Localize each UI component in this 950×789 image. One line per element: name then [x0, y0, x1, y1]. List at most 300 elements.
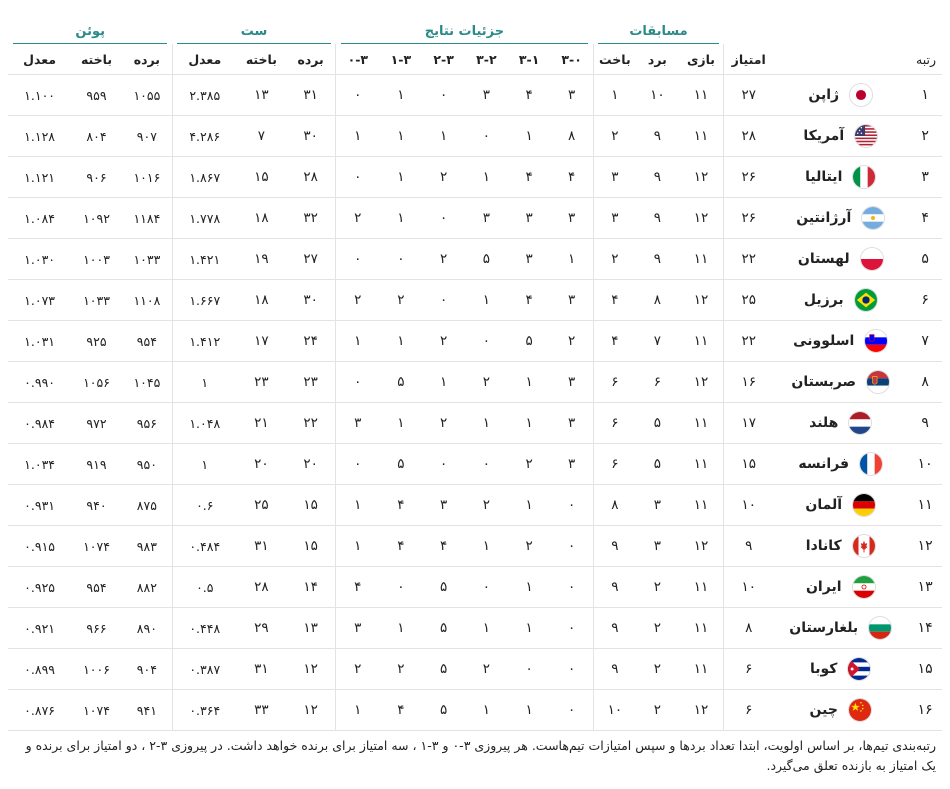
set-ratio-cell: ۱.۸۶۷	[172, 157, 236, 198]
r13-cell: ۵	[379, 444, 422, 485]
col-rank: رتبه	[916, 51, 936, 67]
set-won-cell: ۲۳	[286, 362, 336, 403]
brazil-flag-icon	[854, 288, 878, 312]
pt-lost-cell: ۱۰۷۴	[71, 526, 122, 567]
r23-cell: ۴	[422, 526, 465, 567]
r03-cell: ۱	[336, 116, 380, 157]
standings-table	[8, 12, 942, 731]
r13-cell: ۲	[379, 649, 422, 690]
lost-cell: ۹	[593, 649, 636, 690]
won-cell: ۲	[636, 690, 679, 731]
table-row	[8, 362, 942, 403]
set-ratio-cell: ۰.۴۴۸	[172, 608, 236, 649]
r13-cell: ۴	[379, 526, 422, 567]
team-cell	[773, 239, 908, 280]
pt-won-cell: ۸۷۵	[122, 485, 173, 526]
pt-lost-cell: ۱۰۵۶	[71, 362, 122, 403]
pt-ratio-cell: ۰.۹۱۵	[8, 526, 71, 567]
r23-cell: ۵	[422, 649, 465, 690]
table-row	[8, 198, 942, 239]
rank-cell: ۲	[908, 116, 942, 157]
lost-cell: ۹	[593, 526, 636, 567]
r30-cell: ۰	[550, 567, 593, 608]
pt-ratio-cell: ۱.۱۲۱	[8, 157, 71, 198]
rank-cell: ۶	[908, 280, 942, 321]
r32-cell: ۲	[465, 649, 508, 690]
rank-cell: ۳	[908, 157, 942, 198]
set-won-cell: ۳۰	[286, 116, 336, 157]
r32-cell: ۱	[465, 403, 508, 444]
set-lost-cell: ۲۹	[237, 608, 287, 649]
pt-won-cell: ۱۰۴۵	[122, 362, 173, 403]
col-pt-lost: باخته	[80, 51, 113, 67]
pt-ratio-cell: ۰.۹۹۰	[8, 362, 71, 403]
r30-cell: ۳	[550, 403, 593, 444]
r32-cell: ۰	[465, 321, 508, 362]
pt-won-cell: ۱۱۰۸	[122, 280, 173, 321]
r23-cell: ۰	[422, 280, 465, 321]
set-lost-cell: ۲۵	[237, 485, 287, 526]
r31-cell: ۱	[508, 567, 551, 608]
played-cell: ۱۱	[679, 608, 724, 649]
points-cell: ۱۰	[724, 485, 774, 526]
played-cell: ۱۱	[679, 75, 724, 116]
won-cell: ۱۰	[636, 75, 679, 116]
r31-cell: ۱	[508, 116, 551, 157]
set-won-cell: ۲۸	[286, 157, 336, 198]
rank-cell: ۱۱	[908, 485, 942, 526]
points-cell: ۲۲	[724, 239, 774, 280]
team-name: برزیل	[803, 292, 844, 308]
won-cell: ۳	[636, 526, 679, 567]
r31-cell: ۱	[508, 362, 551, 403]
r03-cell: ۰	[336, 444, 380, 485]
team-cell	[773, 403, 908, 444]
r32-cell: ۱	[465, 157, 508, 198]
table-row	[8, 690, 942, 731]
set-won-cell: ۱۵	[286, 485, 336, 526]
r13-cell: ۱	[379, 608, 422, 649]
set-ratio-cell: ۱.۷۷۸	[172, 198, 236, 239]
standings-note: رتبه‌بندی تیم‌ها، بر اساس اولویت، ابتدا تعداد بردها و سپس امتیازات تیم‌هاست. هر پیروزی ۳-۰ و ۳-۱ ، سه امتیاز برای برنده خواهد داشت. در پیروزی ۳-۲ ، دو امتیاز برای برنده و یک امتیاز به بازنده تعلق می‌گیرد.	[25, 738, 936, 773]
argentina-flag-icon	[861, 206, 885, 230]
bulgaria-flag-icon	[868, 616, 892, 640]
table-row	[8, 403, 942, 444]
r03-cell: ۱	[336, 485, 380, 526]
r23-cell: ۲	[422, 321, 465, 362]
set-ratio-cell: ۱.۰۴۸	[172, 403, 236, 444]
pt-lost-cell: ۹۰۶	[71, 157, 122, 198]
r31-cell: ۴	[508, 75, 551, 116]
pt-ratio-cell: ۱.۰۸۴	[8, 198, 71, 239]
r03-cell: ۲	[336, 198, 380, 239]
played-cell: ۱۱	[679, 239, 724, 280]
set-won-cell: ۱۵	[286, 526, 336, 567]
r31-cell: ۴	[508, 280, 551, 321]
col-r13: ۱-۳	[390, 51, 412, 67]
won-cell: ۵	[636, 403, 679, 444]
set-ratio-cell: ۱.۴۲۱	[172, 239, 236, 280]
lost-cell: ۶	[593, 362, 636, 403]
pt-lost-cell: ۹۵۹	[71, 75, 122, 116]
pt-won-cell: ۱۰۳۳	[122, 239, 173, 280]
r32-cell: ۰	[465, 567, 508, 608]
team-cell	[773, 608, 908, 649]
team-name: فرانسه	[798, 456, 850, 472]
r13-cell: ۰	[379, 567, 422, 608]
set-won-cell: ۲۰	[286, 444, 336, 485]
set-won-cell: ۱۲	[286, 690, 336, 731]
lost-cell: ۱	[593, 75, 636, 116]
r30-cell: ۰	[550, 485, 593, 526]
r30-cell: ۳	[550, 198, 593, 239]
set-won-cell: ۲۷	[286, 239, 336, 280]
r03-cell: ۱	[336, 526, 380, 567]
pt-lost-cell: ۱۰۷۴	[71, 690, 122, 731]
r31-cell: ۱	[508, 608, 551, 649]
set-lost-cell: ۱۸	[237, 198, 287, 239]
table-row	[8, 649, 942, 690]
lost-cell: ۱۰	[593, 690, 636, 731]
set-lost-cell: ۲۰	[237, 444, 287, 485]
r32-cell: ۱	[465, 526, 508, 567]
r03-cell: ۳	[336, 403, 380, 444]
r32-cell: ۳	[465, 198, 508, 239]
table-row	[8, 116, 942, 157]
rank-cell: ۷	[908, 321, 942, 362]
column-header-row	[8, 44, 942, 75]
col-lost: باخت	[593, 44, 636, 75]
r32-cell: ۲	[465, 485, 508, 526]
team-name: لهستان	[797, 251, 850, 267]
r13-cell: ۱	[379, 321, 422, 362]
points-cell: ۸	[724, 608, 774, 649]
usa-flag-icon	[854, 124, 878, 148]
played-cell: ۱۱	[679, 321, 724, 362]
pt-lost-cell: ۹۱۹	[71, 444, 122, 485]
r03-cell: ۳	[336, 608, 380, 649]
pt-won-cell: ۸۸۲	[122, 567, 173, 608]
rank-cell: ۱۲	[908, 526, 942, 567]
team-name: بلغارستان	[789, 620, 859, 636]
won-cell: ۹	[636, 239, 679, 280]
group-matches: مسابقات	[593, 12, 724, 44]
set-lost-cell: ۱۷	[237, 321, 287, 362]
table-row	[8, 608, 942, 649]
r23-cell: ۱	[422, 116, 465, 157]
played-cell: ۱۲	[679, 362, 724, 403]
lost-cell: ۲	[593, 116, 636, 157]
played-cell: ۱۲	[679, 280, 724, 321]
pt-lost-cell: ۹۲۵	[71, 321, 122, 362]
team-cell	[773, 116, 908, 157]
r31-cell: ۰	[508, 649, 551, 690]
col-set-won: برده	[297, 51, 324, 67]
points-cell: ۹	[724, 526, 774, 567]
rank-cell: ۴	[908, 198, 942, 239]
lost-cell: ۳	[593, 198, 636, 239]
group-sets: ست	[172, 12, 335, 44]
r23-cell: ۲	[422, 239, 465, 280]
points-cell: ۱۵	[724, 444, 774, 485]
lost-cell: ۶	[593, 444, 636, 485]
set-ratio-cell: ۱	[172, 362, 236, 403]
team-name: آلمان	[805, 497, 843, 513]
r32-cell: ۰	[465, 444, 508, 485]
r31-cell: ۳	[508, 198, 551, 239]
points-cell: ۲۵	[724, 280, 774, 321]
pt-ratio-cell: ۱.۱۲۸	[8, 116, 71, 157]
r32-cell: ۰	[465, 116, 508, 157]
set-lost-cell: ۱۹	[237, 239, 287, 280]
table-row	[8, 321, 942, 362]
r23-cell: ۳	[422, 485, 465, 526]
pt-lost-cell: ۱۰۰۳	[71, 239, 122, 280]
col-r32: ۳-۲	[476, 51, 497, 67]
r13-cell: ۲	[379, 280, 422, 321]
played-cell: ۱۱	[679, 649, 724, 690]
col-pt-won: برده	[133, 51, 160, 67]
set-won-cell: ۱۴	[286, 567, 336, 608]
slovenia-flag-icon	[864, 329, 888, 353]
played-cell: ۱۱	[679, 485, 724, 526]
r30-cell: ۳	[550, 75, 593, 116]
pt-ratio-cell: ۰.۹۸۴	[8, 403, 71, 444]
pt-lost-cell: ۱۰۹۲	[71, 198, 122, 239]
set-lost-cell: ۲۳	[237, 362, 287, 403]
pt-lost-cell: ۹۷۲	[71, 403, 122, 444]
lost-cell: ۳	[593, 157, 636, 198]
r13-cell: ۱	[379, 157, 422, 198]
set-ratio-cell: ۰.۶	[172, 485, 236, 526]
group-header-row	[8, 12, 942, 44]
col-won: برد	[647, 51, 667, 67]
r23-cell: ۰	[422, 198, 465, 239]
team-name: ایتالیا	[805, 169, 843, 185]
set-won-cell: ۱۲	[286, 649, 336, 690]
team-cell	[773, 444, 908, 485]
table-row	[8, 157, 942, 198]
r13-cell: ۱	[379, 75, 422, 116]
italy-flag-icon	[852, 165, 876, 189]
r32-cell: ۱	[465, 608, 508, 649]
r31-cell: ۵	[508, 321, 551, 362]
lost-cell: ۴	[593, 321, 636, 362]
pt-ratio-cell: ۱.۰۳۴	[8, 444, 71, 485]
lost-cell: ۴	[593, 280, 636, 321]
pt-won-cell: ۱۰۵۵	[122, 75, 173, 116]
points-cell: ۲۷	[724, 75, 774, 116]
r32-cell: ۳	[465, 75, 508, 116]
team-name: چین	[809, 702, 838, 718]
rank-cell: ۸	[908, 362, 942, 403]
r03-cell: ۱	[336, 321, 380, 362]
pt-ratio-cell: ۱.۰۳۰	[8, 239, 71, 280]
r03-cell: ۴	[336, 567, 380, 608]
set-ratio-cell: ۰.۳۸۷	[172, 649, 236, 690]
points-cell: ۲۸	[724, 116, 774, 157]
col-r30: ۳-۰	[561, 51, 582, 67]
pt-won-cell: ۸۹۰	[122, 608, 173, 649]
played-cell: ۱۱	[679, 403, 724, 444]
team-name: کوبا	[810, 661, 838, 677]
lost-cell: ۹	[593, 608, 636, 649]
r23-cell: ۵	[422, 567, 465, 608]
r03-cell: ۰	[336, 362, 380, 403]
table-row	[8, 567, 942, 608]
r30-cell: ۰	[550, 649, 593, 690]
rank-cell: ۱۳	[908, 567, 942, 608]
r30-cell: ۰	[550, 690, 593, 731]
col-r03: ۰-۳	[336, 44, 380, 75]
japan-flag-icon	[849, 83, 873, 107]
won-cell: ۹	[636, 198, 679, 239]
set-lost-cell: ۳۱	[237, 526, 287, 567]
team-cell	[773, 321, 908, 362]
played-cell: ۱۲	[679, 157, 724, 198]
china-flag-icon	[848, 698, 872, 722]
team-cell	[773, 198, 908, 239]
r31-cell: ۱	[508, 403, 551, 444]
r30-cell: ۰	[550, 608, 593, 649]
set-lost-cell: ۷	[237, 116, 287, 157]
col-played: بازی	[686, 51, 715, 67]
team-cell	[773, 75, 908, 116]
col-pt-ratio: معدل	[23, 51, 57, 67]
lost-cell: ۹	[593, 567, 636, 608]
pt-lost-cell: ۹۴۰	[71, 485, 122, 526]
team-cell	[773, 649, 908, 690]
table-row	[8, 444, 942, 485]
r03-cell: ۰	[336, 75, 380, 116]
won-cell: ۲	[636, 608, 679, 649]
pt-ratio-cell: ۱.۰۷۳	[8, 280, 71, 321]
cuba-flag-icon	[847, 657, 871, 681]
pt-ratio-cell: ۰.۸۷۶	[8, 690, 71, 731]
pt-ratio-cell: ۱.۰۳۱	[8, 321, 71, 362]
r30-cell: ۳	[550, 280, 593, 321]
set-ratio-cell: ۰.۴۸۴	[172, 526, 236, 567]
col-r31: ۳-۱	[518, 51, 540, 67]
set-lost-cell: ۲۸	[237, 567, 287, 608]
set-lost-cell: ۲۱	[237, 403, 287, 444]
rank-cell: ۱۴	[908, 608, 942, 649]
col-points: امتیاز	[724, 44, 774, 75]
pt-ratio-cell: ۱.۱۰۰	[8, 75, 71, 116]
serbia-flag-icon	[866, 370, 890, 394]
group-result-details: جزئیات نتایج	[336, 12, 594, 44]
pt-ratio-cell: ۰.۹۳۱	[8, 485, 71, 526]
rank-cell: ۹	[908, 403, 942, 444]
team-name: کانادا	[805, 538, 842, 554]
team-cell	[773, 157, 908, 198]
canada-flag-icon	[852, 534, 876, 558]
set-lost-cell: ۱۸	[237, 280, 287, 321]
r13-cell: ۱	[379, 403, 422, 444]
table-row	[8, 75, 942, 116]
r03-cell: ۰	[336, 157, 380, 198]
team-cell	[773, 280, 908, 321]
r32-cell: ۵	[465, 239, 508, 280]
r03-cell: ۲	[336, 280, 380, 321]
won-cell: ۲	[636, 567, 679, 608]
team-name: هلند	[809, 415, 839, 431]
pt-won-cell: ۹۵۶	[122, 403, 173, 444]
points-cell: ۲۲	[724, 321, 774, 362]
set-ratio-cell: ۲.۳۸۵	[172, 75, 236, 116]
r23-cell: ۰	[422, 75, 465, 116]
pt-ratio-cell: ۰.۸۹۹	[8, 649, 71, 690]
rank-cell: ۵	[908, 239, 942, 280]
won-cell: ۲	[636, 649, 679, 690]
played-cell: ۱۱	[679, 116, 724, 157]
pt-ratio-cell: ۰.۹۲۵	[8, 567, 71, 608]
table-row	[8, 239, 942, 280]
netherlands-flag-icon	[848, 411, 872, 435]
pt-lost-cell: ۱۰۳۳	[71, 280, 122, 321]
set-lost-cell: ۱۳	[237, 75, 287, 116]
set-won-cell: ۳۱	[286, 75, 336, 116]
r03-cell: ۲	[336, 649, 380, 690]
col-set-ratio: معدل	[172, 44, 236, 75]
won-cell: ۷	[636, 321, 679, 362]
r13-cell: ۴	[379, 690, 422, 731]
rank-cell: ۱۰	[908, 444, 942, 485]
points-cell: ۱۷	[724, 403, 774, 444]
team-name: صربستان	[791, 374, 857, 390]
pt-won-cell: ۹۰۷	[122, 116, 173, 157]
team-cell	[773, 567, 908, 608]
pt-lost-cell: ۹۵۴	[71, 567, 122, 608]
r31-cell: ۱	[508, 690, 551, 731]
pt-won-cell: ۹۰۴	[122, 649, 173, 690]
played-cell: ۱۱	[679, 444, 724, 485]
r30-cell: ۲	[550, 321, 593, 362]
set-ratio-cell: ۱	[172, 444, 236, 485]
played-cell: ۱۲	[679, 198, 724, 239]
r31-cell: ۲	[508, 526, 551, 567]
pt-lost-cell: ۹۶۶	[71, 608, 122, 649]
team-cell	[773, 485, 908, 526]
r32-cell: ۲	[465, 362, 508, 403]
set-won-cell: ۲۲	[286, 403, 336, 444]
germany-flag-icon	[852, 493, 876, 517]
r31-cell: ۳	[508, 239, 551, 280]
team-name: ایران	[805, 579, 842, 595]
r13-cell: ۰	[379, 239, 422, 280]
pt-ratio-cell: ۰.۹۲۱	[8, 608, 71, 649]
r31-cell: ۲	[508, 444, 551, 485]
poland-flag-icon	[860, 247, 884, 271]
set-ratio-cell: ۱.۶۶۷	[172, 280, 236, 321]
points-cell: ۲۶	[724, 157, 774, 198]
pt-won-cell: ۹۴۱	[122, 690, 173, 731]
won-cell: ۳	[636, 485, 679, 526]
team-name: اسلوونی	[793, 333, 855, 349]
pt-won-cell: ۹۸۳	[122, 526, 173, 567]
col-team	[773, 44, 908, 75]
r30-cell: ۱	[550, 239, 593, 280]
table-row	[8, 526, 942, 567]
played-cell: ۱۱	[679, 567, 724, 608]
team-name: آرژانتین	[796, 210, 852, 226]
points-cell: ۱۶	[724, 362, 774, 403]
played-cell: ۱۲	[679, 690, 724, 731]
team-cell	[773, 362, 908, 403]
r32-cell: ۱	[465, 280, 508, 321]
r23-cell: ۵	[422, 690, 465, 731]
pt-lost-cell: ۸۰۴	[71, 116, 122, 157]
